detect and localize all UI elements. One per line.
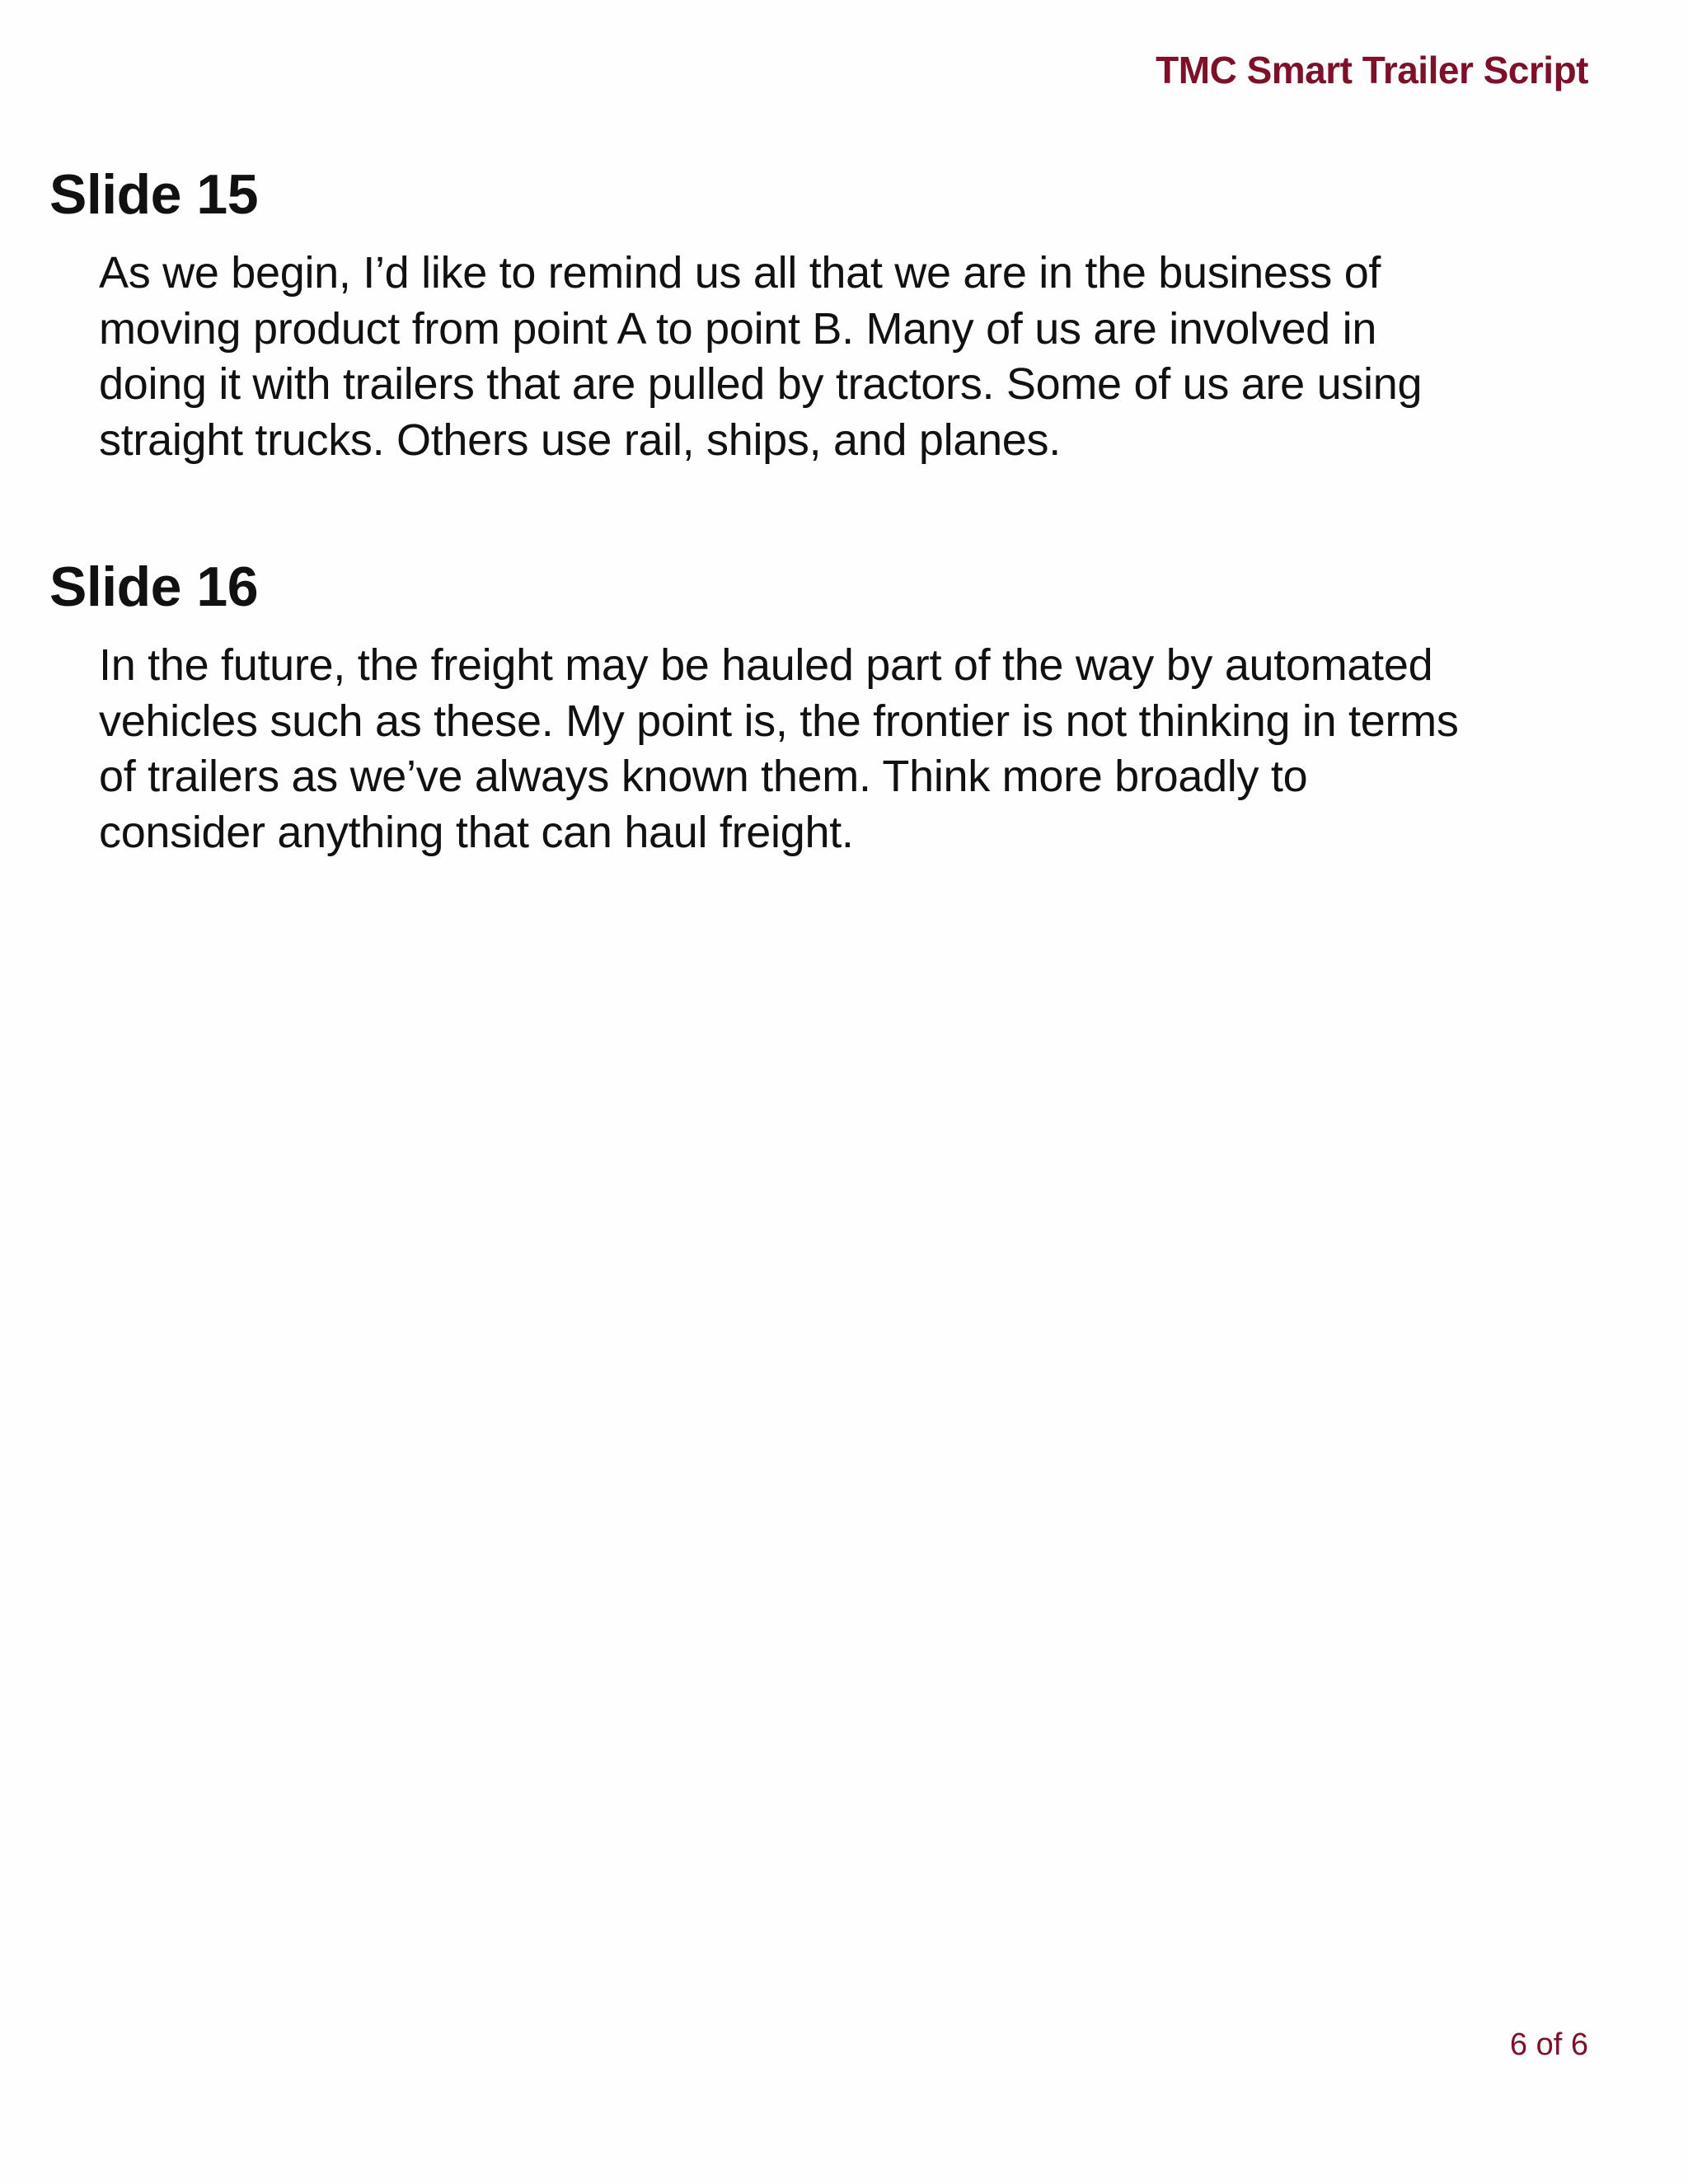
slide-15-heading: Slide 15 (49, 163, 259, 226)
page-number: 6 of 6 (1509, 2027, 1588, 2062)
slide-15-script-text (99, 246, 1632, 468)
slide-16-script-text (99, 638, 1632, 860)
script-line: moving product from point A to point B. Many of us are involved in (99, 303, 1377, 354)
slide-16-section (49, 554, 1599, 860)
script-line: of trailers as we’ve always known them. Think more broadly to (99, 752, 1308, 801)
script-line: In the future, the freight may be hauled part of the way by automated (99, 640, 1433, 690)
script-line: As we begin, I’d like to remind us all that we are in the business of (99, 248, 1381, 298)
script-line: straight trucks. Others use rail, ships, and planes. (99, 415, 1061, 465)
script-line: doing it with trailers that are pulled by tractors. Some of us are using (99, 359, 1423, 409)
document-header-title: TMC Smart Trailer Script (1156, 49, 1588, 91)
script-line: consider anything that can haul freight. (99, 807, 854, 857)
slide-15-section (49, 162, 1599, 468)
slide-16-heading: Slide 16 (49, 555, 259, 618)
script-line: vehicles such as these. My point is, the frontier is not thinking in terms (99, 696, 1459, 746)
